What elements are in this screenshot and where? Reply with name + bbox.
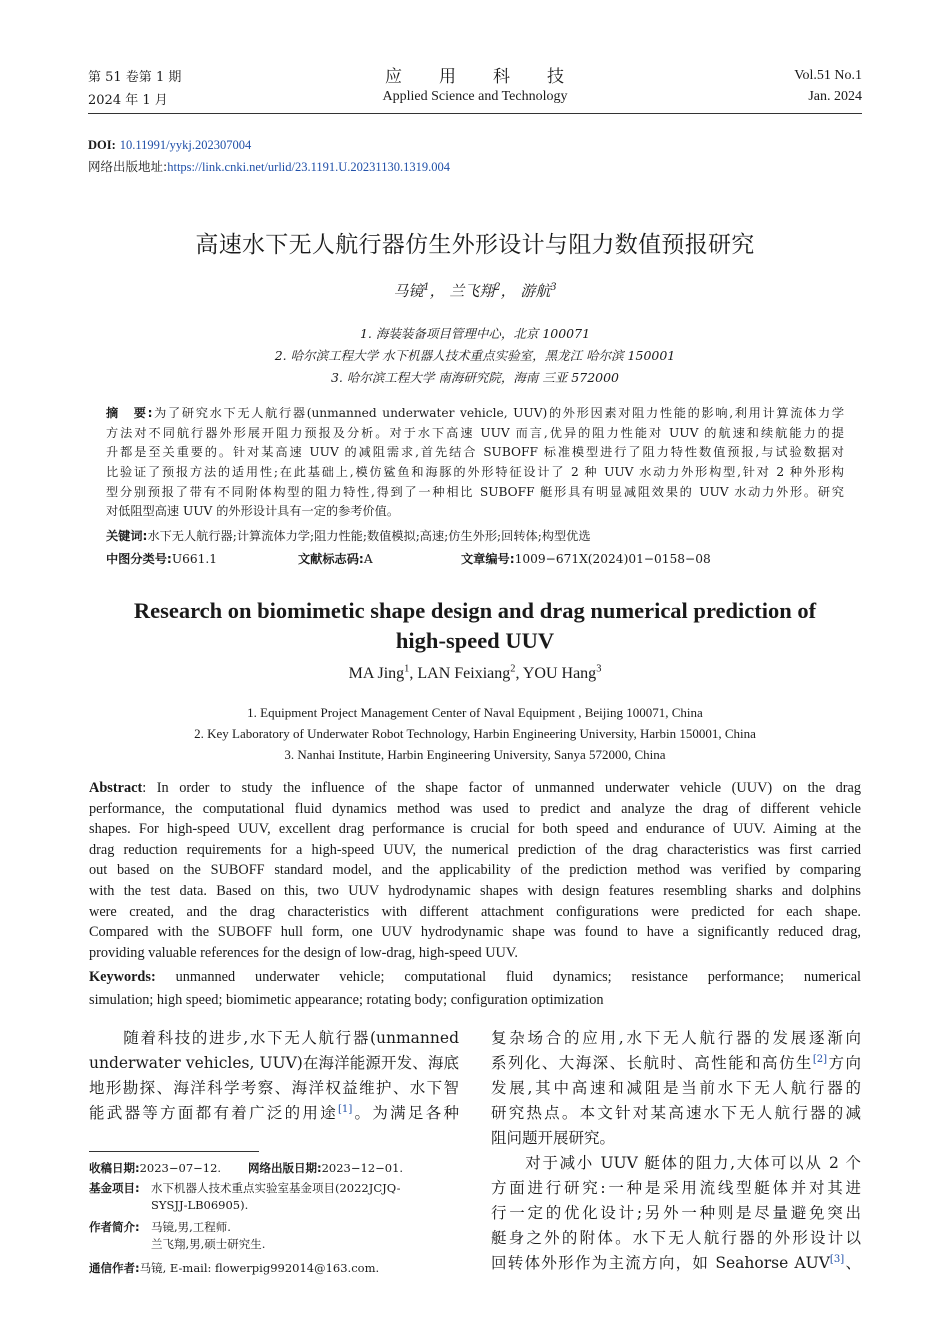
online-address-label: 网络出版地址: (88, 159, 168, 174)
article-number-value: 1009−671X(2024)01−0158−08 (514, 552, 711, 566)
body-right-column (491, 1026, 861, 1276)
abstract-cn-line: 对低阻型高速 UUV 的外形设计具有一定的参考价值。 (106, 504, 400, 519)
corresponding-author-value: 马镜, E-mail: flowerpig992014@163.com. (139, 1261, 380, 1275)
affiliation-cn-2: 2. 哈尔滨工程大学 水下机器人技术重点实验室，黑龙江 哈尔滨 150001 (274, 348, 676, 363)
keywords-en (89, 966, 861, 1012)
body-line: 发展,其中高速和减阻是当前水下无人航行器的 (491, 1079, 861, 1097)
corresponding-author-label: 通信作者: (89, 1261, 140, 1275)
online-date-label: 网络出版日期: (248, 1161, 322, 1175)
document-code (298, 550, 373, 570)
footnote-rule (89, 1151, 259, 1152)
body-text-span: 回转体外形作为主流方向，如 Seahorse AUV (491, 1254, 830, 1272)
date-cn: 2024 年 1 月 (88, 93, 168, 108)
clc-value: U661.1 (171, 552, 217, 566)
authors-en (0, 665, 950, 683)
abstract-cn-line: 比验证了预报方法的适用性;在此基础上,模仿鲨鱼和海豚的外形特征设计了 2 种 UUV 水动力外形构型,针对 2 种外形构 (106, 465, 844, 480)
keywords-en-label: Keywords: (89, 969, 156, 985)
online-date (248, 1160, 403, 1177)
citation-ref-1[interactable]: [1] (338, 1103, 353, 1115)
keywords-cn (106, 527, 844, 547)
title-cn: 高速水下无人航行器仿生外形设计与阻力数值预报研究 (195, 232, 755, 258)
keywords-cn-label: 关键词: (106, 529, 148, 543)
abstract-en-line: out based on the SUBOFF standard model, and the applicability of the prediction method was verified by comparing (89, 862, 861, 879)
body-line (491, 1251, 861, 1276)
body-text-span: 方向 (827, 1054, 861, 1072)
affiliation-en-2: 2. Key Laboratory of Underwater Robot Technology, Harbin Engineering University, Harbin 150001, China (194, 726, 756, 741)
keywords-en-line: unmanned underwater vehicle; computational fluid dynamics; resistance performance; numerical (175, 969, 861, 985)
author-cn-1: 马镜 (393, 282, 424, 300)
body-line: 行一定的优化设计;另外一种则是尽量避免突出 (491, 1204, 861, 1222)
body-line: 阻问题开展研究。 (491, 1129, 616, 1147)
fund-line: SYSJJ-LB06905). (151, 1198, 249, 1212)
article-number-label: 文章编号: (461, 552, 515, 566)
header-rule (88, 113, 862, 114)
author-en-2-sup: 2 (510, 663, 516, 675)
abstract-en-line: providing valuable references for the design of low-drag, high-speed UUV. (89, 944, 518, 961)
abstract-cn (106, 404, 844, 522)
abstract-en (89, 778, 861, 963)
abstract-en-line: : In order to study the influence of the shape factor of unmanned underwater vehicle (UUV) on the drag (142, 780, 861, 796)
body-line: 随着科技的进步,水下无人航行器(unmanned (89, 1029, 459, 1047)
document-code-label: 文献标志码: (298, 552, 364, 566)
affiliation-cn-1: 1. 海装装备项目管理中心，北京 100071 (359, 326, 591, 341)
abstract-en-line: with the test data. Based on this, two UUV hydrodynamic shapes with design features resembling sharks and dolphins (89, 882, 861, 899)
author-bio-label-text: 作者简介: (89, 1220, 140, 1234)
article-number (461, 550, 711, 570)
author-en-3: YOU Hang (522, 665, 597, 682)
fund-label-text: 基金项目: (89, 1181, 140, 1195)
received-label: 收稿日期: (89, 1161, 140, 1175)
author-bio-line: 马镜,男,工程师. (151, 1220, 231, 1234)
keywords-en-line: simulation; high speed; biomimetic appearance; rotating body; configuration optimization (89, 992, 604, 1008)
author-cn-1-sup: 1 (423, 282, 430, 293)
abstract-en-line: drag reduction requirements for a high-speed UUV, the numerical prediction of the drag characteristics was first carried (89, 841, 861, 858)
author-sep: , (515, 665, 523, 682)
clc-number (106, 550, 217, 570)
abstract-cn-line: 为了研究水下无人航行器(unmanned underwater vehicle, UUV)的外形因素对阻力性能的影响,利用计算流体力学 (152, 406, 844, 420)
abstract-en-line: performance, the computational fluid dynamics method was used to predict and analyze the drag of different vehicle (89, 800, 861, 817)
abstract-en-line: shapes. For high-speed UUV, excellent drag performance is crucial for both speed and endurance of UUV. Aiming at the (89, 821, 861, 838)
body-text-span: 、 (844, 1254, 861, 1272)
body-line: 地形勘探、海洋科学考察、海洋权益维护、水下智 (89, 1079, 459, 1097)
abstract-cn-line: 方法对不同航行器外形展开阻力预报及分析。对于水下高速 UUV 而言,优异的阻力性能对 UUV 的航速和续航能力的提 (106, 425, 844, 440)
body-line: 方面进行研究:一种是采用流线型艇体并对其进 (491, 1179, 861, 1197)
author-en-1-sup: 1 (404, 663, 410, 675)
body-left-column (89, 1026, 459, 1126)
clc-label: 中图分类号: (106, 552, 172, 566)
author-cn-2-sup: 2 (494, 282, 501, 293)
author-cn-3-sup: 3 (550, 282, 557, 293)
author-en-1: MA Jing (348, 665, 405, 682)
title-en-line: Research on biomimetic shape design and drag numerical prediction of (133, 598, 817, 623)
fund-value (151, 1180, 401, 1214)
affiliation-cn-3: 3. 哈尔滨工程大学 南海研究院，海南 三亚 572000 (330, 370, 620, 385)
abstract-en-label: Abstract (89, 780, 143, 796)
body-line (89, 1101, 459, 1126)
corresponding-author (89, 1260, 379, 1277)
author-sep: ， (500, 282, 516, 300)
doi-link[interactable]: 10.11991/yykj.202307004 (119, 138, 252, 152)
affiliation-en-3: 3. Nanhai Institute, Harbin Engineering University, Sanya 572000, China (284, 747, 666, 762)
body-line: 复杂场合的应用,水下无人航行器的发展逐渐向 (491, 1029, 861, 1047)
journal-name-cn: 应 用 科 技 (385, 67, 565, 87)
journal-name-en: Applied Science and Technology (382, 89, 568, 104)
abstract-cn-line: 型分别预报了带有不同附体构型的阻力特性,得到了一种相比 SUBOFF 艇形具有明显减阻效果的 UUV 水动力外形。研究 (106, 484, 844, 499)
document-code-value: A (363, 552, 373, 566)
body-line (491, 1051, 861, 1076)
keywords-cn-value: 水下无人航行器;计算流体力学;阻力性能;数值模拟;高速;仿生外形;回转体;构型优选 (147, 529, 591, 543)
body-text-span: 能武器等方面都有着广泛的用途 (89, 1104, 338, 1122)
citation-ref-2[interactable]: [2] (812, 1053, 828, 1065)
received-date (89, 1160, 221, 1177)
author-bio-label (89, 1219, 140, 1236)
received-value: 2023−07−12. (139, 1161, 222, 1175)
author-en-2: LAN Feixiang (417, 665, 511, 682)
doi-label: DOI: (88, 138, 116, 152)
online-address-line (88, 157, 450, 175)
volume-en: Vol.51 No.1 (794, 68, 862, 83)
author-sep: ， (429, 282, 445, 300)
fund-line: 水下机器人技术重点实验室基金项目(2022JCJQ- (151, 1181, 401, 1195)
online-address-link[interactable]: https://link.cnki.net/urlid/23.1191.U.20231130.1319.004 (167, 160, 450, 174)
abstract-en-line: were created, and the drag characteristics with different attachment configurations were predicted for each shape. (89, 903, 861, 920)
title-en (0, 596, 950, 656)
abstract-en-line: Compared with the SUBOFF hull form, one UUV hydrodynamic shape was found to have a significantly reduced drag, (89, 924, 861, 941)
body-line: 研究热点。本文针对某高速水下无人航行器的减 (491, 1104, 861, 1122)
citation-ref-3[interactable]: [3] (829, 1253, 845, 1265)
author-cn-2: 兰飞翔 (449, 282, 495, 300)
body-text-span: 系列化、大海深、长航时、高性能和高仿生 (491, 1054, 813, 1072)
doi-line (88, 137, 251, 153)
date-en: Jan. 2024 (808, 89, 862, 104)
author-bio-line: 兰飞翔,男,硕士研究生. (151, 1237, 266, 1251)
online-date-value: 2023−12−01. (321, 1161, 404, 1175)
author-sep: , (409, 665, 418, 682)
body-line: 对于减小 UUV 艇体的阻力,大体可以从 2 个 (491, 1154, 861, 1172)
author-cn-3: 游航 (520, 282, 551, 300)
body-text-span: 。为满足各种 (352, 1104, 459, 1122)
title-en-line: high-speed UUV (395, 628, 555, 653)
volume-cn: 第 51 卷第 1 期 (88, 70, 182, 85)
body-line: underwater vehicles, UUV)在海洋能源开发、海底 (89, 1054, 459, 1072)
body-line: 艇身之外的附体。水下无人航行器的外形设计以 (491, 1229, 861, 1247)
affiliation-en-1: 1. Equipment Project Management Center of Naval Equipment , Beijing 100071, China (247, 705, 703, 720)
fund-label (89, 1180, 140, 1197)
author-en-3-sup: 3 (596, 663, 602, 675)
abstract-cn-label: 摘 要: (106, 406, 153, 420)
abstract-cn-line: 升都是至关重要的。针对某高速 UUV 的减阻需求,首先结合 SUBOFF 标准模型进行了阻力特性数值预报,与试验数据对 (106, 445, 844, 460)
authors-cn (0, 280, 950, 301)
author-bio-value (151, 1219, 265, 1253)
